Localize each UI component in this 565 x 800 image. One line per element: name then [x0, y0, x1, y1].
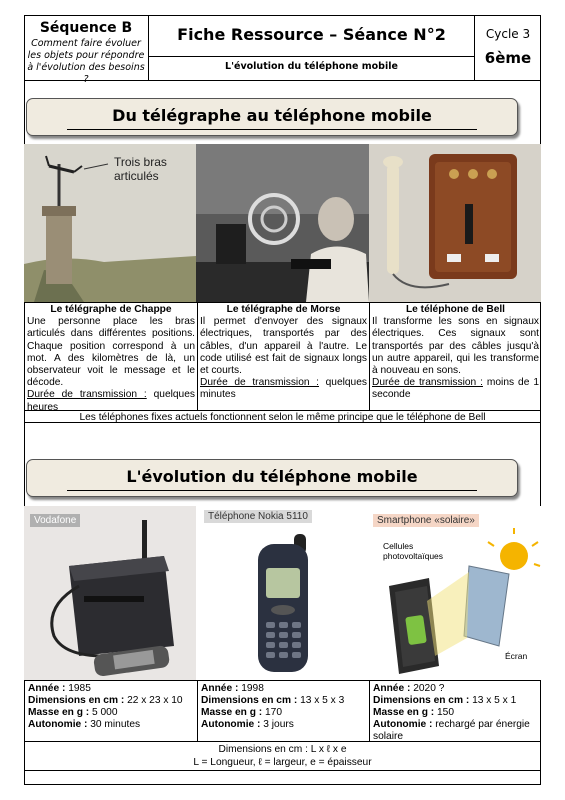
spec-dimensions: Dimensions en cm : 13 x 5 x 3: [201, 695, 345, 706]
solar-specs: [370, 681, 541, 741]
spec-mass: Masse en g : 150: [373, 707, 454, 718]
vodafone-caption: Vodafone: [30, 514, 80, 527]
duration-label: Durée de transmission :: [27, 389, 147, 401]
spec-year: Année : 2020 ?: [373, 683, 445, 694]
duration-value: quelques heures: [27, 389, 195, 413]
screen-caption: Écran: [505, 651, 528, 661]
duration-value: quelques minutes: [200, 377, 367, 401]
spec-autonomy: Autonomie : 30 minutes: [28, 719, 141, 730]
duration-label: Durée de transmission :: [372, 377, 483, 389]
duration-label: Durée de transmission :: [200, 377, 319, 389]
title-cell: [149, 15, 475, 81]
cycle-label: Cycle 3: [485, 27, 531, 41]
page-title: Fiche Ressource – Séance N°2: [177, 25, 446, 44]
level-label: 6ème: [484, 49, 532, 67]
bell-text: Il transforme les sons en signaux électriques. Ces signaux sont transportés par des câbles jusqu'à un autre appareil, qui les transforme à nouveau en sons.: [372, 316, 539, 377]
vodafone-specs: [25, 681, 197, 741]
spec-autonomy: Autonomie : 3 jours: [201, 719, 294, 730]
spec-year: Année : 1998: [201, 683, 264, 694]
morse-heading: Le télégraphe de Morse: [226, 304, 341, 315]
bell-duration: [372, 377, 539, 401]
divider: [149, 56, 474, 57]
duration-value: moins de 1 seconde: [372, 377, 539, 401]
nokia-specs: [198, 681, 369, 741]
chappe-text: Une personne place les bras articulés dans différentes positions. Chaque position correspond à un mot. A des kilomètres de là, un observateur voit le message et le décode.: [27, 316, 195, 389]
chappe-telegraph-image: [24, 144, 196, 302]
spec-mass: Masse en g : 5 000: [28, 707, 118, 718]
bell-telephone-image: [369, 144, 541, 302]
dimensions-legend: [24, 741, 541, 771]
header: [24, 15, 541, 85]
chappe-caption: Trois bras articulés: [114, 155, 167, 183]
legend-line2: L = Longueur, ℓ = largeur, e = épaisseur: [193, 757, 372, 768]
cycle-cell: [475, 15, 541, 81]
chappe-heading: Le télégraphe de Chappe: [50, 304, 172, 315]
bell-column: [370, 303, 541, 410]
sequence-title: Séquence B: [39, 20, 133, 36]
cells-caption: Cellules photovoltaïques: [383, 541, 444, 561]
sequence-cell: [24, 15, 149, 85]
vodafone-phone-illustration: [24, 506, 196, 680]
bell-phone-illustration: [369, 144, 541, 302]
morse-telegraph-image: [196, 144, 369, 302]
morse-duration: [200, 377, 367, 401]
nokia-caption: Téléphone Nokia 5110: [204, 510, 312, 523]
section2-title: L'évolution du téléphone mobile: [126, 467, 418, 486]
bell-heading: Le téléphone de Bell: [405, 304, 506, 315]
spec-mass: Masse en g : 170: [201, 707, 282, 718]
morse-column: [198, 303, 369, 410]
spec-autonomy: Autonomie : rechargé par énergie solaire: [373, 719, 530, 742]
section1-underline: [67, 129, 477, 130]
vodafone-phone-image: [24, 506, 196, 680]
solar-phone-image: [369, 506, 541, 680]
spec-dimensions: Dimensions en cm : 22 x 23 x 10: [28, 695, 183, 706]
spec-year: Année : 1985: [28, 683, 91, 694]
nokia-phone-illustration: [196, 506, 369, 680]
morse-text: Il permet d'envoyer des signaux électriques, transportés par des câbles, d'un appareil à l'autre. Le code utilisé est fait de signaux longs et courts.: [200, 316, 367, 377]
sequence-question: Comment faire évoluer les objets pour répondre à l'évolution des besoins ?: [27, 38, 145, 85]
nokia-phone-image: [196, 506, 369, 680]
section1-footer: Les téléphones fixes actuels fonctionnent selon le même principe que le téléphone de Bell: [25, 410, 540, 424]
legend-line1: Dimensions en cm : L x ℓ x e: [218, 744, 347, 755]
telegraph-table: [24, 302, 541, 423]
section2-underline: [67, 490, 477, 491]
section2-banner: [26, 459, 518, 497]
chappe-column: [25, 303, 197, 413]
section1-title: Du télégraphe au téléphone mobile: [112, 106, 432, 125]
spec-dimensions: Dimensions en cm : 13 x 5 x 1: [373, 695, 517, 706]
section1-banner: [26, 98, 518, 136]
morse-operator-illustration: [196, 144, 369, 302]
page-subtitle: L'évolution du téléphone mobile: [225, 61, 398, 72]
solar-caption: Smartphone «solaire»: [373, 514, 479, 527]
phone-specs-table: [24, 680, 541, 742]
